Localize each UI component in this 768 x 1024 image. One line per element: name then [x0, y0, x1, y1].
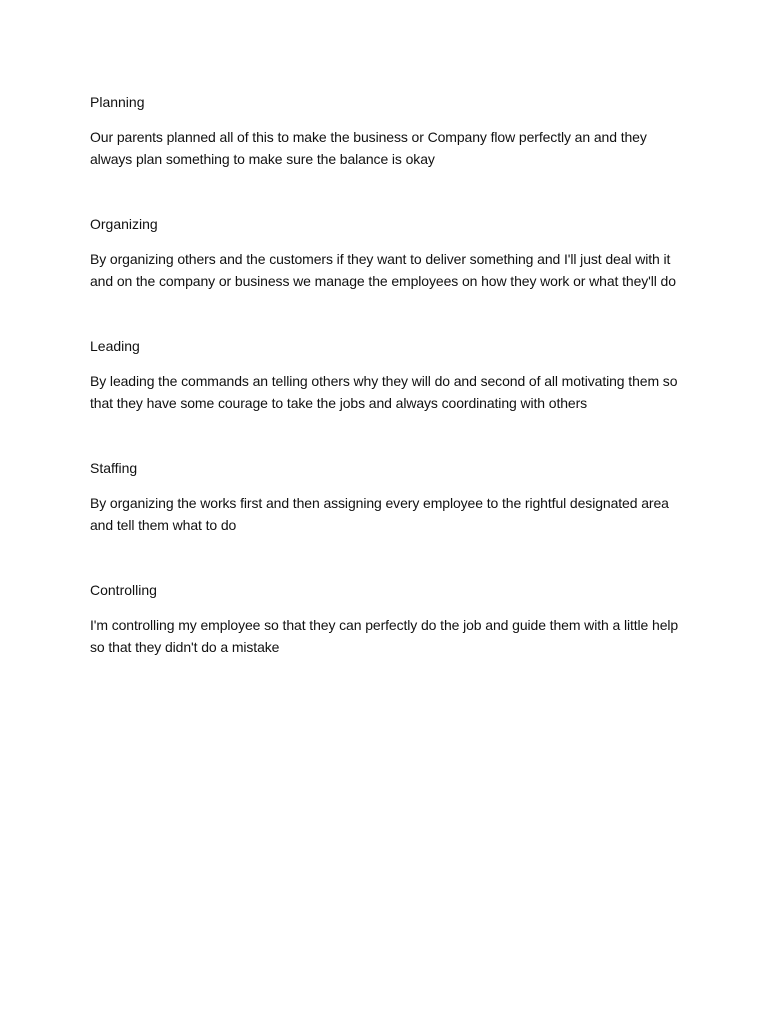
section-heading: Controlling [90, 582, 157, 598]
section-heading: Planning [90, 94, 145, 110]
section-staffing [90, 458, 690, 536]
section-controlling [90, 580, 690, 658]
section-organizing [90, 214, 690, 292]
section-heading: Organizing [90, 216, 158, 232]
section-leading [90, 336, 690, 414]
section-body: By organizing the works first and then assigning every employee to the rightful designated area and tell them what to do [90, 495, 669, 533]
document-page [90, 92, 690, 658]
section-body: By leading the commands an telling others why they will do and second of all motivating them so that they have some courage to take the jobs and always coordinating with others [90, 373, 678, 411]
section-planning [90, 92, 690, 170]
section-body: I'm controlling my employee so that they can perfectly do the job and guide them with a little help so that they didn't do a mistake [90, 617, 679, 655]
section-heading: Leading [90, 338, 140, 354]
section-body: By organizing others and the customers if they want to deliver something and I'll just deal with it and on the company or business we manage the employees on how they work or what they'll do [90, 251, 676, 289]
section-body: Our parents planned all of this to make the business or Company flow perfectly an and they always plan something to make sure the balance is okay [90, 129, 647, 167]
section-heading: Staffing [90, 460, 138, 476]
